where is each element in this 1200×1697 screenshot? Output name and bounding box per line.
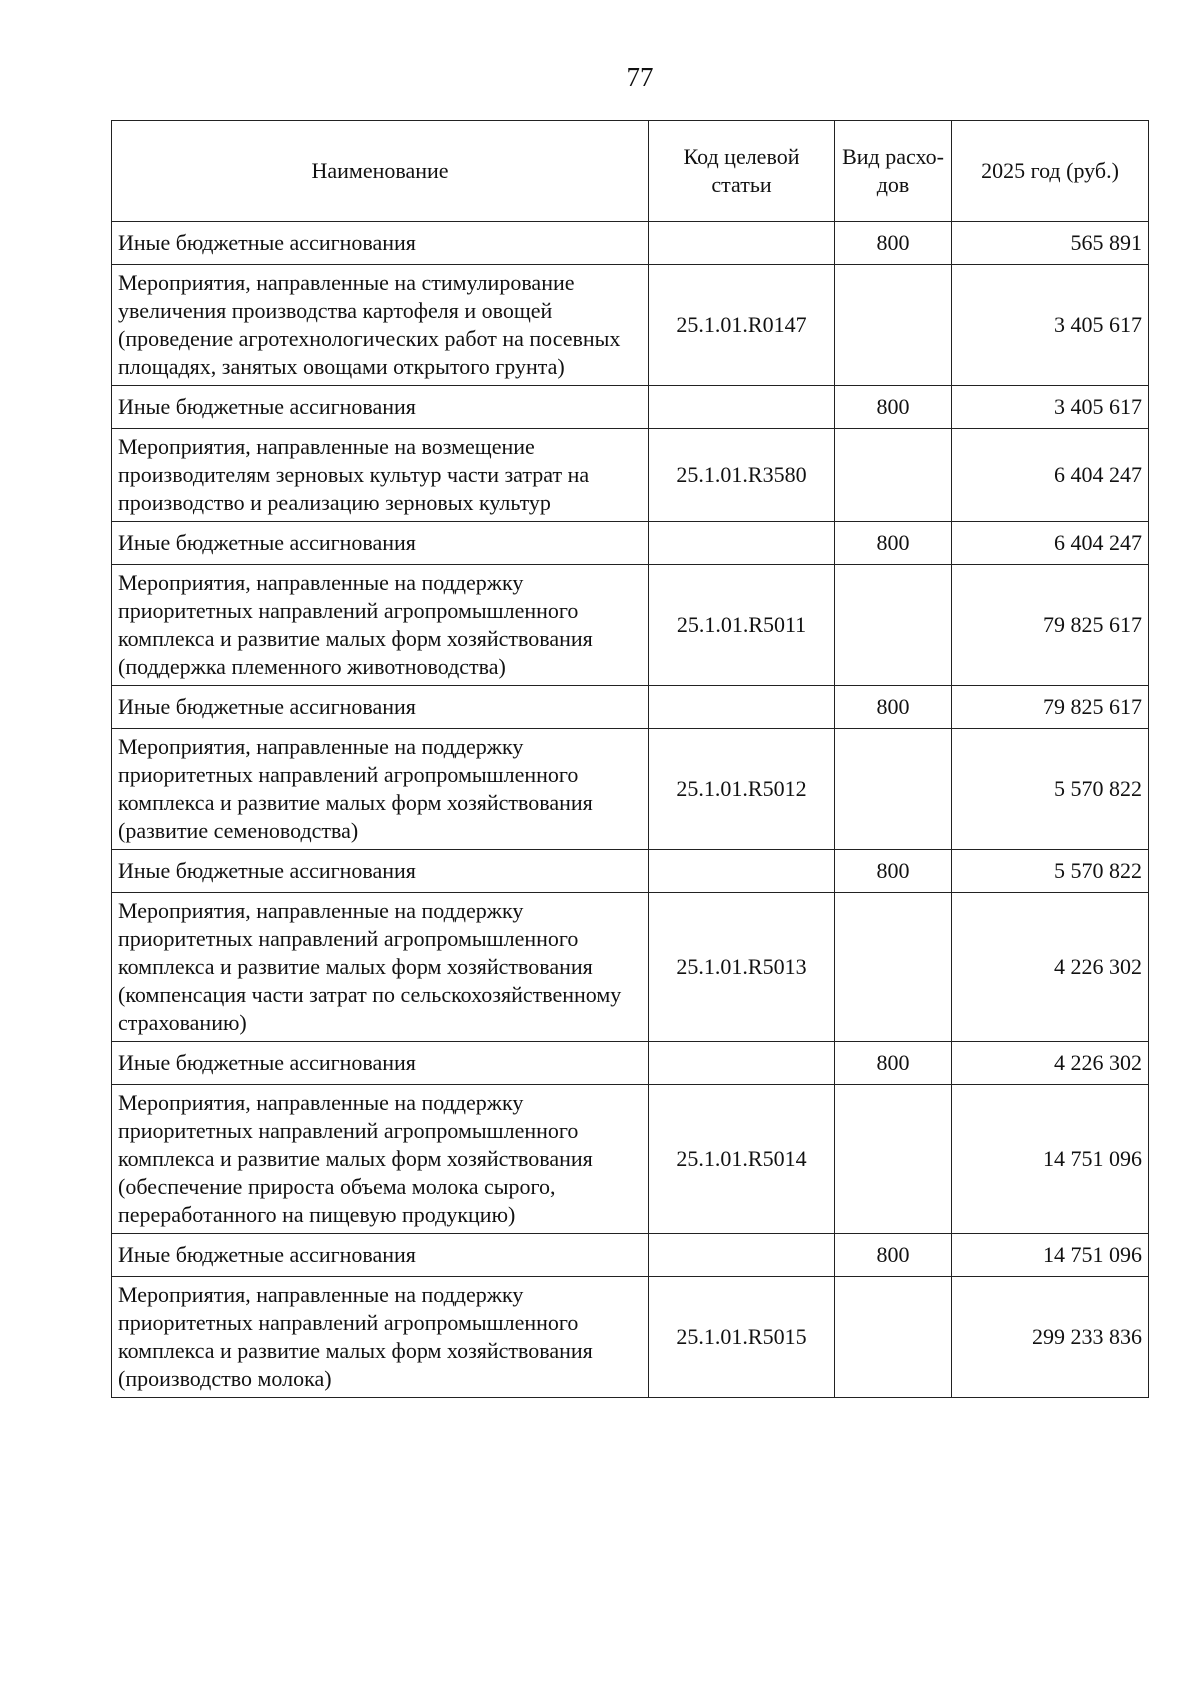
cell-type: 800 — [835, 686, 952, 729]
cell-type — [835, 1085, 952, 1234]
cell-name: Мероприятия, направленные на поддержку приоритетных направлений агропромышленного комплекса и развитие малых форм хозяйствования (обеспечение прироста объема молока сырого, переработанного на пищевую продукцию) — [112, 1085, 649, 1234]
cell-code: 25.1.01.R5012 — [649, 729, 835, 850]
cell-amount: 79 825 617 — [952, 686, 1149, 729]
cell-name: Иные бюджетные ассигнования — [112, 686, 649, 729]
cell-code: 25.1.01.R5013 — [649, 893, 835, 1042]
cell-code: 25.1.01.R0147 — [649, 265, 835, 386]
cell-type: 800 — [835, 522, 952, 565]
table-row — [112, 1277, 1149, 1398]
cell-code: 25.1.01.R3580 — [649, 429, 835, 522]
cell-type — [835, 429, 952, 522]
cell-amount: 6 404 247 — [952, 429, 1149, 522]
cell-amount: 3 405 617 — [952, 265, 1149, 386]
cell-name: Мероприятия, направленные на поддержку приоритетных направлений агропромышленного комплекса и развитие малых форм хозяйствования (развитие семеноводства) — [112, 729, 649, 850]
cell-type: 800 — [835, 386, 952, 429]
cell-amount: 6 404 247 — [952, 522, 1149, 565]
cell-name: Иные бюджетные ассигнования — [112, 222, 649, 265]
cell-code — [649, 522, 835, 565]
cell-code — [649, 1234, 835, 1277]
cell-name: Мероприятия, направленные на поддержку приоритетных направлений агропромышленного комплекса и развитие малых форм хозяйствования (производство молока) — [112, 1277, 649, 1398]
header-name: Наименование — [112, 121, 649, 222]
cell-name: Мероприятия, направленные на поддержку приоритетных направлений агропромышленного комплекса и развитие малых форм хозяйствования (компенсация части затрат по сельскохозяйственному страхованию) — [112, 893, 649, 1042]
cell-code — [649, 386, 835, 429]
cell-amount: 14 751 096 — [952, 1234, 1149, 1277]
page-number: 77 — [626, 62, 654, 92]
cell-code — [649, 222, 835, 265]
cell-name: Иные бюджетные ассигнования — [112, 1042, 649, 1085]
cell-type: 800 — [835, 1042, 952, 1085]
cell-type — [835, 893, 952, 1042]
table-row — [112, 686, 1149, 729]
header-code: Код целевой статьи — [649, 121, 835, 222]
cell-name: Мероприятия, направленные на стимулирование увеличения производства картофеля и овощей (проведение агротехнологических работ на посевных площадях, занятых овощами открытого грунта) — [112, 265, 649, 386]
cell-amount: 14 751 096 — [952, 1085, 1149, 1234]
cell-type: 800 — [835, 850, 952, 893]
table-row — [112, 1042, 1149, 1085]
table-header-row — [112, 121, 1149, 222]
cell-code — [649, 850, 835, 893]
cell-code: 25.1.01.R5014 — [649, 1085, 835, 1234]
cell-name: Иные бюджетные ассигнования — [112, 850, 649, 893]
cell-code: 25.1.01.R5011 — [649, 565, 835, 686]
cell-name: Иные бюджетные ассигнования — [112, 522, 649, 565]
cell-type — [835, 265, 952, 386]
cell-type — [835, 729, 952, 850]
table-row — [112, 850, 1149, 893]
cell-amount: 4 226 302 — [952, 1042, 1149, 1085]
cell-amount: 565 891 — [952, 222, 1149, 265]
header-amount: 2025 год (руб.) — [952, 121, 1149, 222]
budget-table — [111, 120, 1149, 1398]
table-body — [112, 222, 1149, 1398]
table-row — [112, 222, 1149, 265]
table-row — [112, 1234, 1149, 1277]
cell-amount: 4 226 302 — [952, 893, 1149, 1042]
cell-amount: 5 570 822 — [952, 729, 1149, 850]
cell-code: 25.1.01.R5015 — [649, 1277, 835, 1398]
cell-type: 800 — [835, 222, 952, 265]
table-row — [112, 893, 1149, 1042]
cell-type — [835, 1277, 952, 1398]
cell-name: Иные бюджетные ассигнования — [112, 386, 649, 429]
cell-amount: 299 233 836 — [952, 1277, 1149, 1398]
cell-amount: 5 570 822 — [952, 850, 1149, 893]
table-row — [112, 429, 1149, 522]
cell-name: Иные бюджетные ассигнования — [112, 1234, 649, 1277]
table-row — [112, 729, 1149, 850]
table-row — [112, 565, 1149, 686]
cell-name: Мероприятия, направленные на поддержку приоритетных направлений агропромышленного комплекса и развитие малых форм хозяйствования (поддержка племенного животноводства) — [112, 565, 649, 686]
table-row — [112, 522, 1149, 565]
table-row — [112, 265, 1149, 386]
cell-name: Мероприятия, направленные на возмещение производителям зерновых культур части затрат на производство и реализацию зерновых культур — [112, 429, 649, 522]
cell-amount: 79 825 617 — [952, 565, 1149, 686]
cell-type — [835, 565, 952, 686]
header-type: Вид расхо-дов — [835, 121, 952, 222]
cell-amount: 3 405 617 — [952, 386, 1149, 429]
table-row — [112, 386, 1149, 429]
cell-type: 800 — [835, 1234, 952, 1277]
cell-code — [649, 686, 835, 729]
table-row — [112, 1085, 1149, 1234]
cell-code — [649, 1042, 835, 1085]
